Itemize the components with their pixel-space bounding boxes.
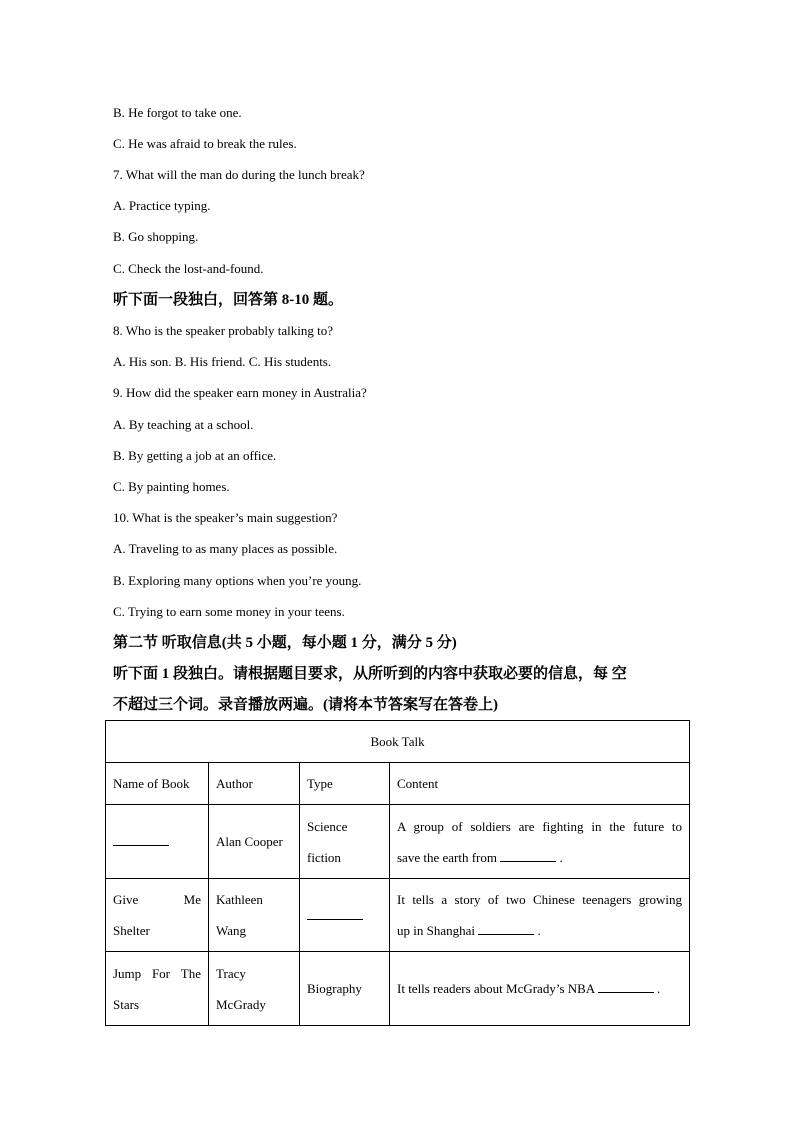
content-end: . — [656, 981, 661, 996]
author-cell: Alan Cooper — [209, 805, 300, 879]
author-line: McGrady — [216, 996, 266, 1012]
section-instruction: 听下面 1 段独白。请根据题目要求，从所听到的内容中获取必要的信息，每 空 — [113, 666, 627, 682]
question-line: A. His son. B. His friend. C. His students. — [113, 354, 332, 369]
table-title: Book Talk — [106, 721, 690, 763]
name-line: Shelter — [113, 923, 150, 938]
type-line: Science — [307, 818, 348, 834]
answer-blank[interactable] — [113, 833, 169, 846]
section-heading: 听下面一段独白，回答第 8-10 题。 — [113, 292, 343, 308]
type-line: fiction — [307, 849, 341, 865]
question-line: C. He was afraid to break the rules. — [113, 136, 297, 151]
question-line: 10. What is the speaker’s main suggestion? — [113, 510, 338, 525]
content-text: save the earth from — [397, 849, 497, 865]
author-cell — [209, 879, 300, 952]
content-line — [397, 842, 682, 873]
answer-blank[interactable] — [598, 980, 654, 993]
content-end: . — [537, 923, 541, 938]
content-text: up in Shanghai — [397, 923, 475, 938]
content-cell — [390, 879, 690, 952]
type-cell — [300, 805, 390, 879]
author-line: Wang — [216, 923, 246, 938]
question-line: B. Go shopping. — [113, 229, 199, 244]
name-word: For — [151, 965, 170, 981]
question-line: A. Traveling to as many places as possible. — [113, 541, 338, 556]
name-cell — [106, 952, 209, 1026]
content-text: It tells readers about McGrady’s NBA — [397, 981, 595, 996]
question-line: B. By getting a job at an office. — [113, 448, 277, 463]
content-end: . — [559, 849, 563, 865]
author-line: Tracy — [216, 965, 246, 981]
question-line: A. By teaching at a school. — [113, 417, 254, 432]
name-word: Me — [183, 892, 201, 907]
question-line: C. Check the lost-and-found. — [113, 261, 264, 276]
author-line: Kathleen — [216, 892, 263, 907]
question-line: 9. How did the speaker earn money in Australia? — [113, 385, 367, 400]
section-instruction: 不超过三个词。录音播放两遍。(请将本节答案写在答卷上) — [113, 697, 498, 713]
question-line: A. Practice typing. — [113, 198, 211, 213]
answer-blank[interactable] — [307, 907, 363, 920]
header-content: Content — [390, 763, 690, 805]
content-cell — [390, 952, 690, 1026]
question-line: B. He forgot to take one. — [113, 105, 242, 120]
question-line: 7. What will the man do during the lunch break? — [113, 167, 365, 182]
answer-blank[interactable] — [478, 922, 534, 935]
type-cell: Biography — [300, 952, 390, 1026]
question-line: B. Exploring many options when you’re young. — [113, 573, 362, 588]
table-row — [106, 879, 690, 952]
name-word: The — [180, 965, 201, 981]
header-name: Name of Book — [106, 763, 209, 805]
answer-blank-cell[interactable] — [106, 805, 209, 879]
content-line: It tells a story of two Chinese teenagers growing — [397, 892, 683, 907]
question-line: C. Trying to earn some money in your teens. — [113, 604, 345, 619]
section-title: 第二节 听取信息(共 5 小题，每小题 1 分，满分 5 分) — [113, 635, 457, 651]
question-line: 8. Who is the speaker probably talking to? — [113, 323, 333, 338]
question-line: C. By painting homes. — [113, 479, 230, 494]
name-line — [113, 958, 201, 989]
content-cell — [390, 805, 690, 879]
author-cell — [209, 952, 300, 1026]
answer-blank-cell[interactable] — [300, 879, 390, 952]
name-cell — [106, 879, 209, 952]
content-line — [397, 915, 682, 946]
header-type: Type — [300, 763, 390, 805]
answer-blank[interactable] — [500, 849, 556, 862]
name-word: Give — [113, 892, 139, 907]
header-author: Author — [209, 763, 300, 805]
name-word: Jump — [113, 965, 142, 981]
table-row — [106, 805, 690, 879]
table-row — [106, 952, 690, 1026]
name-line — [113, 884, 201, 915]
name-line: Stars — [113, 996, 139, 1012]
book-talk-table — [105, 720, 690, 1026]
content-line: A group of soldiers are fighting in the future to — [397, 818, 683, 834]
